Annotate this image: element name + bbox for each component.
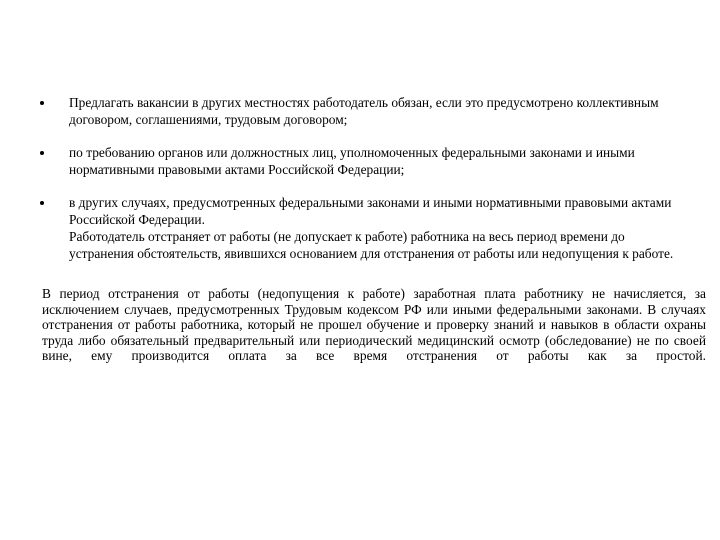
bullet-text: в других случаях, предусмотренных федеральными законами и иными нормативными правовыми актами Российской Федерации. — [69, 195, 672, 227]
bullet-item — [40, 94, 680, 128]
bullet-dot-icon — [40, 101, 44, 105]
bullet-text: Предлагать вакансии в других местностях работодатель обязан, если это предусмотрено коллективным договором, соглашениями, трудовым договором; — [69, 95, 659, 127]
bullet-item — [40, 194, 680, 262]
bullet-dot-icon — [40, 151, 44, 155]
body-paragraph: В период отстранения от работы (недопущения к работе) заработная плата работнику не начисляется, за исключением случаев, предусмотренных Трудовым кодексом РФ или иными федеральными законами. В случаях отстранения от работы работника, который не прошел обучение и проверку знаний и навыков в области охраны труда либо обязательный предварительный или периодический медицинский осмотр (обследование) не по своей вине, ему производится оплата за все время отстранения от работы как за простой. — [42, 286, 706, 363]
bullet-text: по требованию органов или должностных лиц, уполномоченных федеральными законами и иными нормативными правовыми актами Российской Федерации; — [69, 145, 635, 177]
bullet-extra-text: Работодатель отстраняет от работы (не допускает к работе) работника на весь период времени до устранения обстоятельств, явившихся основанием для отстранения от работы или недопущения к работе. — [69, 229, 674, 261]
bullet-item — [40, 144, 680, 178]
bullet-list — [40, 94, 680, 262]
bullet-dot-icon — [40, 201, 44, 205]
